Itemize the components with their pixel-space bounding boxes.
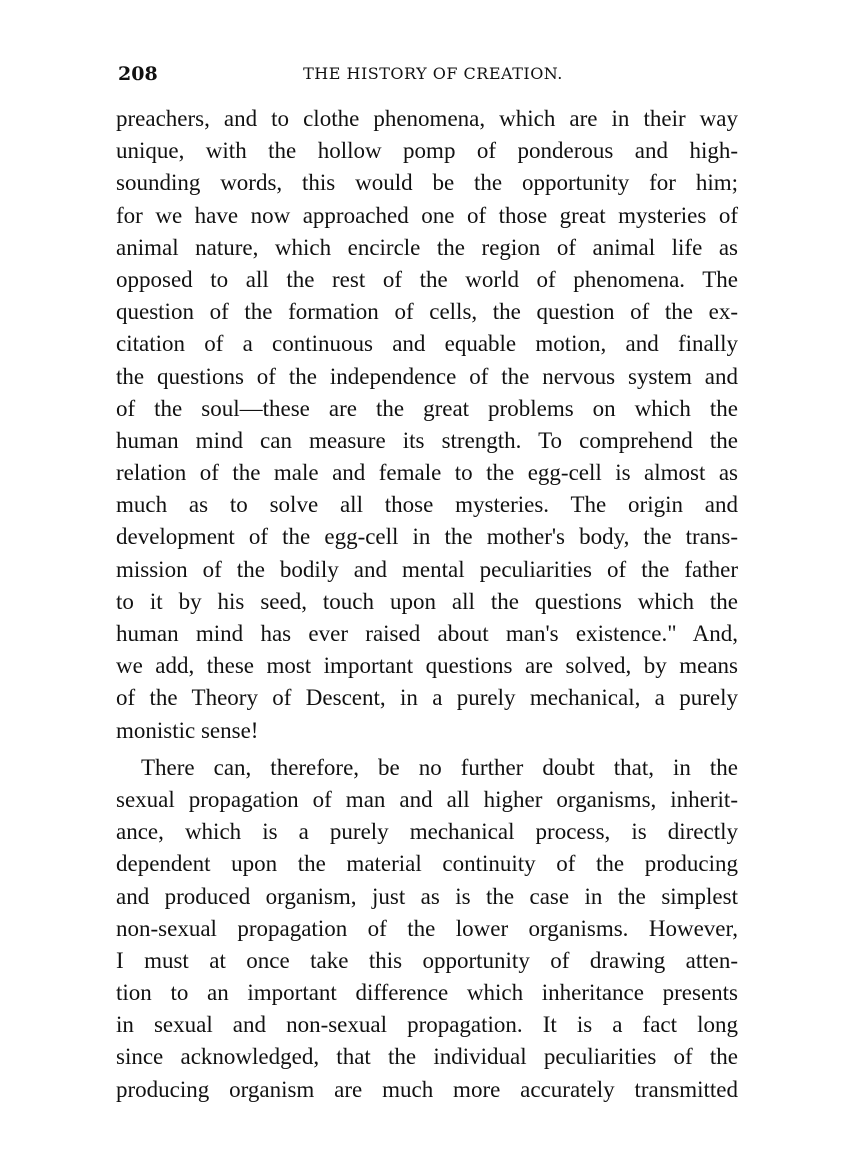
text-line: monistic sense! [116, 717, 259, 743]
text-line: I must at once take this opportunity of drawing atten- [116, 947, 738, 973]
text-line: the questions of the independence of the nervous system and [116, 363, 738, 389]
body-text [116, 103, 738, 1106]
text-line: much as to solve all those mysteries. The origin and [116, 492, 738, 518]
text-line: opposed to all the rest of the world of phenomena. The [116, 266, 738, 292]
text-line: dependent upon the material continuity of the producing [116, 851, 738, 877]
text-line: human mind can measure its strength. To comprehend the [116, 427, 738, 453]
text-line: of the soul—these are the great problems on which the [116, 395, 738, 421]
text-line: preachers, and to clothe phenomena, which are in their way [116, 106, 738, 131]
text-line: sounding words, this would be the opportunity for him; [116, 170, 738, 196]
text-line: of the Theory of Descent, in a purely mechanical, a purely [116, 685, 738, 711]
text-line: we add, these most important questions are solved, by means [116, 653, 738, 679]
text-line: question of the formation of cells, the question of the ex- [116, 299, 738, 325]
page-number: 208 [118, 63, 158, 85]
text-line: unique, with the hollow pomp of ponderous and high- [116, 138, 738, 164]
paragraph-2 [116, 752, 738, 1106]
text-line: in sexual and non-sexual propagation. It is a fact long [116, 1012, 738, 1038]
text-line: producing organism are much more accurately transmitted [116, 1076, 738, 1102]
text-line: since acknowledged, that the individual peculiarities of the [116, 1044, 738, 1070]
paragraph-1 [116, 103, 738, 747]
text-line: There can, therefore, be no further doubt that, in the [141, 754, 738, 780]
text-line: for we have now approached one of those great mysteries of [116, 202, 738, 228]
text-line: and produced organism, just as is the case in the simplest [116, 883, 738, 909]
text-line: citation of a continuous and equable motion, and finally [116, 331, 738, 357]
text-line: relation of the male and female to the egg-cell is almost as [116, 460, 738, 486]
text-line: human mind has ever raised about man's existence." And, [116, 621, 738, 646]
text-line: sexual propagation of man and all higher organisms, inherit- [116, 786, 738, 812]
running-head [116, 60, 738, 88]
text-line: mission of the bodily and mental peculiarities of the father [116, 556, 738, 582]
text-line: development of the egg-cell in the mother's body, the trans- [116, 524, 738, 550]
running-title: THE HISTORY OF CREATION. [303, 64, 563, 83]
text-line: ance, which is a purely mechanical process, is directly [116, 819, 738, 845]
text-line: tion to an important difference which inheritance presents [116, 980, 738, 1006]
text-line: animal nature, which encircle the region of animal life as [116, 234, 738, 260]
text-line: non-sexual propagation of the lower organisms. However, [116, 915, 738, 941]
text-line: to it by his seed, touch upon all the questions which the [116, 588, 738, 614]
